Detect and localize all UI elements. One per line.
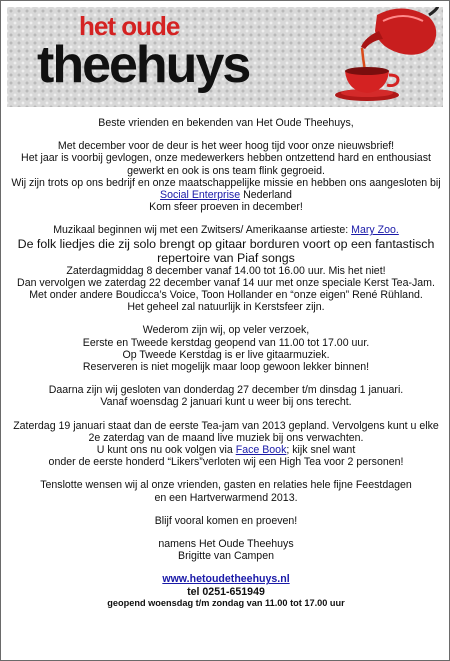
facebook-line [1,444,450,456]
greeting: Beste vrienden en bekenden van Het Oude Theehuys, [98,117,354,129]
logo-main-text: theehuys [37,36,250,94]
christmas-line-4: Reserveren is niet mogelijk maar loop gewoon lekker binnen! [82,361,370,374]
intro-line-4: Wij zijn trots op ons bedrijf en onze maatschappelijke missie en hebben ons aangesloten bij [11,176,441,189]
intro-line-3: gewerkt en ook is ons team flink gegroeid. [127,164,325,177]
logo-top-text: het oude [79,11,180,41]
facebook-link[interactable]: Face Book [235,444,287,457]
wishes-line-2: en een Hartverwarmend 2013. [154,491,298,504]
social-enterprise-link[interactable]: Social Enterprise [160,189,241,202]
event-line-4: Het geheel zal natuurlijk in Kerstsfeer zijn. [127,301,325,314]
teapot-cup-icon [325,7,443,107]
opening-hours-line: geopend woensdag t/m zondag van 11.00 tot 17.00 uur [107,597,345,608]
intro-line-2: Het jaar is voorbij gevlogen, onze medewerkers hebben ontzettend hard en enthousiast [21,152,431,165]
likers-line: onder de eerste honderd “Likers”verloten wij een High Tea voor 2 personen! [48,456,404,469]
music-intro-text: Muzikaal beginnen wij met een Zwitsers/ Amerikaanse artieste: [53,224,352,237]
website-link[interactable]: www.hetoudetheehuys.nl [162,573,290,586]
mary-zoo-link[interactable]: Mary Zoo. [351,224,399,237]
phone-line: tel 0251-651949 [187,585,265,598]
christmas-line-2: Eerste en Tweede kerstdag geopend van 11.00 tot 17.00 uur. [82,336,370,349]
social-enterprise-line [1,189,450,201]
christmas-line-1: Wederom zijn wij, op veler verzoek, [142,324,310,337]
teajam-line-2: 2e zaterdag van de maand live muziek bij ons verwachten. [88,431,364,444]
facebook-prefix: U kunt ons nu ook volgen via [96,444,236,457]
wishes-line-1: Tenslotte wensen wij al onze vrienden, gasten en relaties hele fijne Feestdagen [40,479,412,492]
closed-line-2: Vanaf woensdag 2 januari kunt u weer bij ons terecht. [100,396,352,409]
christmas-line-3: Op Tweede Kerstdag is er live gitaarmuziek. [122,348,330,361]
event-line-1: Zaterdagmiddag 8 december vanaf 14.00 tot 16.00 uur. Mis het niet! [66,264,386,277]
intro-line-1: Met december voor de deur is het weer hoog tijd voor onze nieuwsbrief! [57,140,395,153]
intro-closing: Kom sfeer proeven in december! [149,201,303,214]
social-enterprise-suffix: Nederland [240,189,292,202]
teajam-line-1: Zaterdag 19 januari staat dan de eerste Tea-jam van 2013 gepland. Vervolgens kunt u elke [13,419,439,432]
folk-line-1: De folk liedjes die zij solo brengt op gitaar borduren voort op een fantastisch [17,236,435,251]
event-line-2: Dan vervolgen we zaterdag 22 december vanaf 14 uur met onze speciale Kerst Tea-Jam. [17,276,435,289]
newsletter-body [1,117,450,609]
closed-line-1: Daarna zijn wij gesloten van donderdag 27 december t/m dinsdag 1 januari. [48,384,404,397]
keep-coming-line: Blijf vooral komen en proeven! [154,514,298,527]
website-line [1,573,450,585]
event-line-3: Met onder andere Boudicca’s Voice, Toon Hollander en “onze eigen” René Rühland. [29,289,423,302]
facebook-suffix: ; kijk snel want [286,444,356,457]
music-intro-line [1,224,450,236]
signature-line-2: Brigitte van Campen [178,550,274,563]
folk-line-2: repertoire van Piaf songs [157,250,295,265]
header-banner [7,7,443,107]
signature-line-1: namens Het Oude Theehuys [158,538,294,551]
